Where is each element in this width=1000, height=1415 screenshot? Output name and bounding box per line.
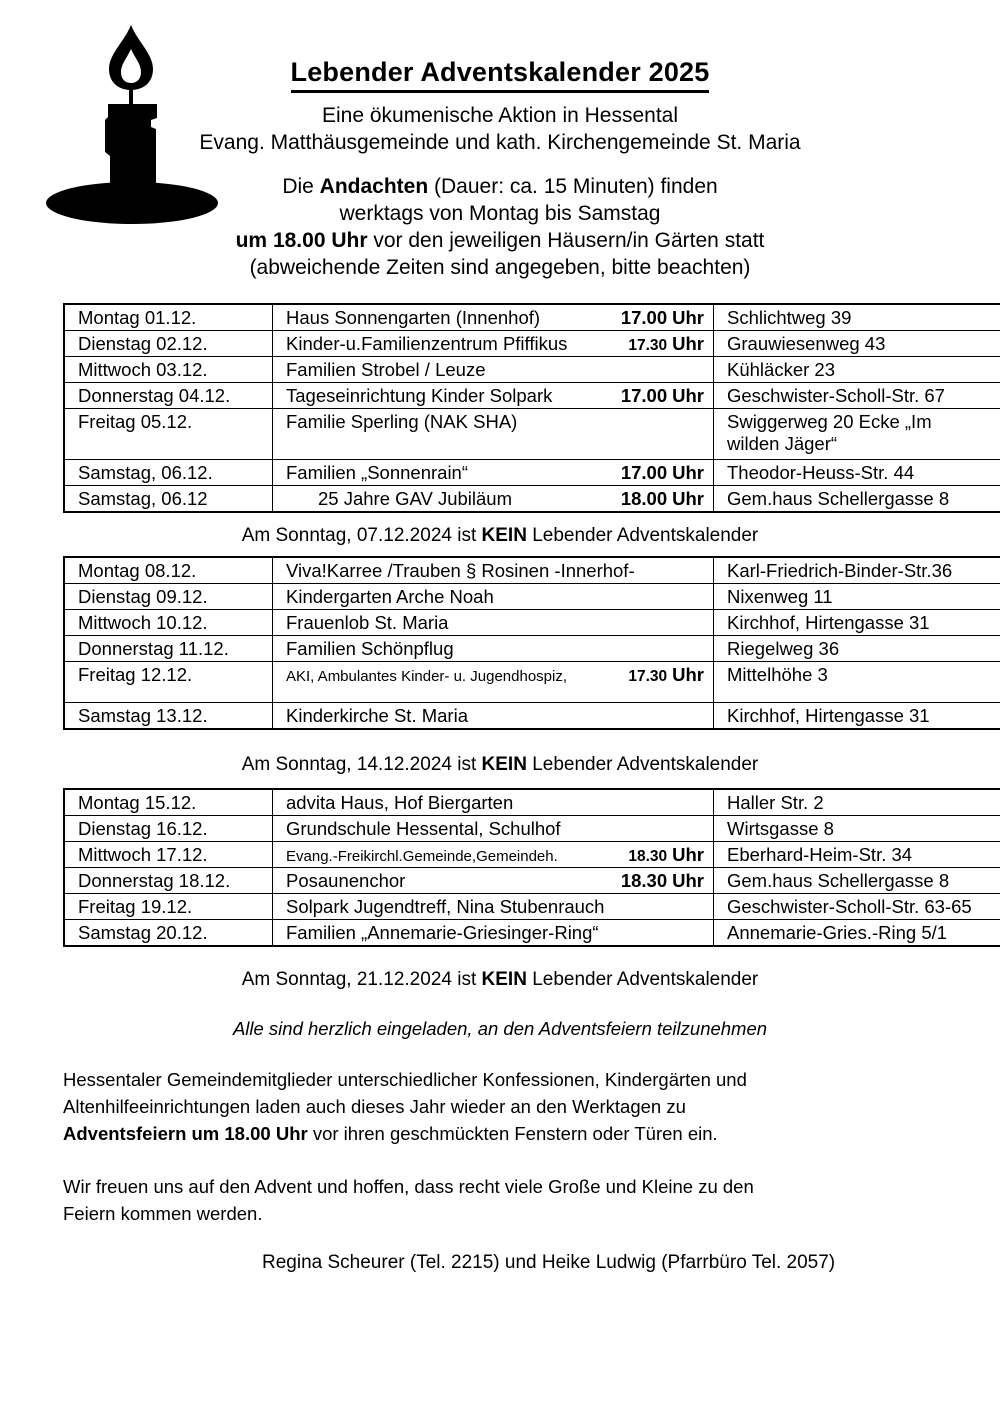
closing-paragraph-2: Wir freuen uns auf den Advent und hoffen, dass recht viele Große und Kleine zu den Feiern kommen werden. bbox=[63, 1176, 754, 1224]
venue-text: Viva!Karree /Trauben § Rosinen -Innerhof- bbox=[286, 559, 635, 581]
event-cell bbox=[273, 584, 714, 610]
event-cell bbox=[273, 357, 714, 383]
address-cell: Geschwister-Scholl-Str. 63-65 bbox=[714, 894, 1000, 920]
venue-text: Familie Sperling (NAK SHA) bbox=[286, 411, 518, 432]
venue-text: Frauenlob St. Maria bbox=[286, 611, 449, 633]
table-row bbox=[64, 920, 1000, 947]
venue-text: Familien Schönpflug bbox=[286, 637, 454, 659]
table-row bbox=[64, 486, 1000, 513]
event-cell bbox=[273, 703, 714, 730]
intro-line2: werktags von Montag bis Samstag bbox=[339, 202, 661, 225]
address-cell: Gem.haus Schellergasse 8 bbox=[714, 868, 1000, 894]
address-cell: Karl-Friedrich-Binder-Str.36 bbox=[714, 557, 1000, 584]
table-row bbox=[64, 357, 1000, 383]
event-cell bbox=[273, 610, 714, 636]
venue-text: 25 Jahre GAV Jubiläum bbox=[318, 487, 513, 509]
subtitle-line2: Evang. Matthäusgemeinde und kath. Kirchengemeinde St. Maria bbox=[199, 131, 801, 154]
time-text: 17.00 Uhr bbox=[620, 306, 704, 328]
table-row bbox=[64, 703, 1000, 730]
address-cell: Gem.haus Schellergasse 8 bbox=[714, 486, 1000, 513]
week2-table bbox=[63, 556, 1000, 730]
date-cell: Samstag 20.12. bbox=[64, 920, 273, 947]
venue-text: Kinderkirche St. Maria bbox=[286, 704, 468, 726]
table-row bbox=[64, 894, 1000, 920]
date-cell: Montag 15.12. bbox=[64, 789, 273, 816]
date-cell: Donnerstag 18.12. bbox=[64, 868, 273, 894]
venue-text: Solpark Jugendtreff, Nina Stubenrauch bbox=[286, 895, 605, 917]
address-cell: Theodor-Heuss-Str. 44 bbox=[714, 460, 1000, 486]
venue-text: Familien Strobel / Leuze bbox=[286, 358, 486, 380]
date-cell: Montag 08.12. bbox=[64, 557, 273, 584]
closing-paragraph-1: Hessentaler Gemeindemitglieder unterschiedlicher Konfessionen, Kindergärten und Altenhilfeeinrichtungen laden auch dieses Jahr wieder an den Werktagen zu Adventsfeiern um 18.00 Uhr vor ihren geschmückten Fenstern oder Türen ein. bbox=[63, 1069, 747, 1144]
table-row bbox=[64, 460, 1000, 486]
venue-text: Tageseinrichtung Kinder Solpark bbox=[286, 384, 553, 406]
no-advent-note-2: Am Sonntag, 14.12.2024 ist KEIN Lebender Adventskalender bbox=[241, 754, 759, 775]
date-cell: Freitag 12.12. bbox=[64, 662, 273, 703]
event-cell bbox=[273, 816, 714, 842]
event-cell bbox=[273, 662, 714, 703]
address-cell: Mittelhöhe 3 bbox=[714, 662, 1000, 703]
venue-text: Kinder-u.Familienzentrum Pfiffikus bbox=[286, 332, 568, 354]
table-row bbox=[64, 383, 1000, 409]
no-advent-note-3: Am Sonntag, 21.12.2024 ist KEIN Lebender Adventskalender bbox=[241, 969, 759, 990]
date-cell: Donnerstag 11.12. bbox=[64, 636, 273, 662]
address-cell: Haller Str. 2 bbox=[714, 789, 1000, 816]
date-cell: Dienstag 02.12. bbox=[64, 331, 273, 357]
date-cell: Dienstag 16.12. bbox=[64, 816, 273, 842]
address-cell: Wirtsgasse 8 bbox=[714, 816, 1000, 842]
no-advent-note-1: Am Sonntag, 07.12.2024 ist KEIN Lebender Adventskalender bbox=[241, 525, 759, 546]
event-cell bbox=[273, 636, 714, 662]
event-cell bbox=[273, 920, 714, 947]
event-cell bbox=[273, 868, 714, 894]
event-cell bbox=[273, 331, 714, 357]
date-cell: Mittwoch 03.12. bbox=[64, 357, 273, 383]
venue-text: advita Haus, Hof Biergarten bbox=[286, 791, 514, 813]
date-cell: Mittwoch 17.12. bbox=[64, 842, 273, 868]
time-text: 17.00 Uhr bbox=[620, 384, 704, 406]
week3-table bbox=[63, 788, 1000, 947]
event-cell bbox=[273, 486, 714, 513]
event-cell bbox=[273, 557, 714, 584]
table-row bbox=[64, 868, 1000, 894]
time-text: 18.30 Uhr bbox=[620, 869, 704, 891]
time-text: 17.30 Uhr bbox=[628, 664, 704, 685]
table-row bbox=[64, 662, 1000, 703]
date-cell: Mittwoch 10.12. bbox=[64, 610, 273, 636]
candle-icon bbox=[44, 22, 218, 228]
event-cell bbox=[273, 409, 714, 460]
table-row bbox=[64, 584, 1000, 610]
page-title: Lebender Adventskalender 2025 bbox=[291, 57, 710, 93]
event-cell bbox=[273, 383, 714, 409]
venue-text: AKI, Ambulantes Kinder- u. Jugendhospiz, bbox=[286, 668, 568, 685]
subtitle-line1: Eine ökumenische Aktion in Hessental bbox=[321, 104, 679, 127]
address-cell: Eberhard-Heim-Str. 34 bbox=[714, 842, 1000, 868]
table-row bbox=[64, 789, 1000, 816]
intro-line4: (abweichende Zeiten sind angegeben, bitte beachten) bbox=[249, 256, 751, 279]
table-row bbox=[64, 557, 1000, 584]
address-cell: Annemarie-Gries.-Ring 5/1 bbox=[714, 920, 1000, 947]
date-cell: Donnerstag 04.12. bbox=[64, 383, 273, 409]
venue-text: Posaunenchor bbox=[286, 869, 406, 891]
address-cell: Swiggerweg 20 Ecke „Im wilden Jäger“ bbox=[714, 409, 1000, 460]
signature-line: Regina Scheurer (Tel. 2215) und Heike Ludwig (Pfarrbüro Tel. 2057) bbox=[262, 1252, 836, 1273]
table-row bbox=[64, 842, 1000, 868]
venue-text: Grundschule Hessental, Schulhof bbox=[286, 817, 561, 839]
address-cell: Kirchhof, Hirtengasse 31 bbox=[714, 610, 1000, 636]
event-cell bbox=[273, 894, 714, 920]
invitation-line: Alle sind herzlich eingeladen, an den Adventsfeiern teilzunehmen bbox=[232, 1018, 768, 1039]
address-cell: Grauwiesenweg 43 bbox=[714, 331, 1000, 357]
address-cell: Riegelweg 36 bbox=[714, 636, 1000, 662]
date-cell: Freitag 19.12. bbox=[64, 894, 273, 920]
time-text: 18.30 Uhr bbox=[628, 843, 704, 865]
venue-text: Kindergarten Arche Noah bbox=[286, 585, 494, 607]
venue-text: Evang.-Freikirchl.Gemeinde,Gemeindeh. bbox=[286, 847, 558, 865]
event-cell bbox=[273, 842, 714, 868]
address-cell: Geschwister-Scholl-Str. 67 bbox=[714, 383, 1000, 409]
time-text: 17.00 Uhr bbox=[620, 461, 704, 483]
address-cell: Schlichtweg 39 bbox=[714, 304, 1000, 331]
event-cell bbox=[273, 789, 714, 816]
address-cell: Kühläcker 23 bbox=[714, 357, 1000, 383]
table-row bbox=[64, 409, 1000, 460]
intro-line3: um 18.00 Uhr vor den jeweiligen Häusern/in Gärten statt bbox=[235, 229, 765, 252]
venue-text: Haus Sonnengarten (Innenhof) bbox=[286, 306, 541, 328]
intro-line1: Die Andachten (Dauer: ca. 15 Minuten) finden bbox=[282, 175, 718, 198]
time-text: 17.30 Uhr bbox=[628, 332, 704, 354]
table-row bbox=[64, 331, 1000, 357]
date-cell: Freitag 05.12. bbox=[64, 409, 273, 460]
venue-text: Familien „Annemarie-Griesinger-Ring“ bbox=[286, 921, 599, 943]
date-cell: Samstag, 06.12. bbox=[64, 460, 273, 486]
date-cell: Montag 01.12. bbox=[64, 304, 273, 331]
address-cell: Nixenweg 11 bbox=[714, 584, 1000, 610]
date-cell: Samstag, 06.12 bbox=[64, 486, 273, 513]
address-cell: Kirchhof, Hirtengasse 31 bbox=[714, 703, 1000, 730]
table-row bbox=[64, 304, 1000, 331]
date-cell: Dienstag 09.12. bbox=[64, 584, 273, 610]
table-row bbox=[64, 610, 1000, 636]
week1-table bbox=[63, 303, 1000, 513]
table-row bbox=[64, 636, 1000, 662]
venue-text: Familien „Sonnenrain“ bbox=[286, 461, 469, 483]
event-cell bbox=[273, 304, 714, 331]
time-text: 18.00 Uhr bbox=[620, 487, 704, 509]
event-cell bbox=[273, 460, 714, 486]
date-cell: Samstag 13.12. bbox=[64, 703, 273, 730]
table-row bbox=[64, 816, 1000, 842]
